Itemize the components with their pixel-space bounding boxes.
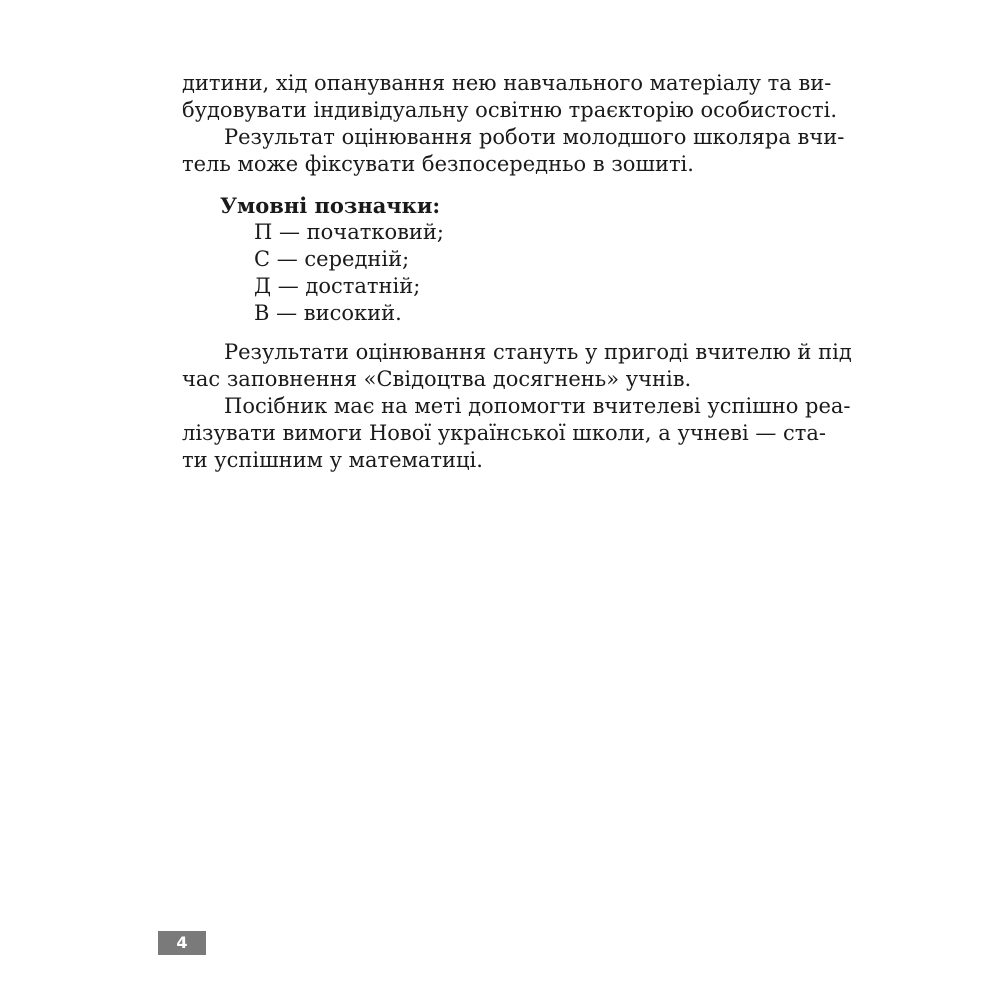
- paragraph-manual-goal: [182, 393, 851, 474]
- text-line: ти успішним у математиці.: [182, 448, 483, 472]
- legend-title: Умовні позначки:: [220, 193, 441, 218]
- text-line: Посібник має на меті допомогти вчителеві успішно реа-: [224, 394, 851, 418]
- paragraph-continuation: [182, 70, 838, 124]
- paragraph-results-usage: [182, 339, 852, 393]
- page-number: 4: [158, 931, 206, 955]
- legend-item-high: В — високий.: [254, 301, 402, 325]
- legend: [182, 192, 832, 327]
- text-line: будовувати індивідуальну освітню траєкторію особистості.: [182, 98, 838, 122]
- paragraph-assessment-result: [182, 124, 845, 178]
- text-line: дитини, хід опанування нею навчального матеріалу та ви-: [182, 71, 832, 95]
- text-line: час заповнення «Свідоцтва досягнень» учнів.: [182, 367, 692, 391]
- text-line: Результат оцінювання роботи молодшого школяра вчи-: [224, 125, 845, 149]
- legend-item-initial: П — початковий;: [254, 220, 444, 244]
- text-line: лізувати вимоги Нової української школи, а учневі — ста-: [182, 421, 827, 445]
- text-line: тель може фіксувати безпосередньо в зошиті.: [182, 152, 694, 176]
- text-line: Результати оцінювання стануть у пригоді вчителю й під: [224, 340, 852, 364]
- legend-item-middle: С — середній;: [254, 247, 410, 271]
- page-body: [182, 70, 852, 474]
- spacer: [182, 327, 832, 339]
- legend-item-sufficient: Д — достатній;: [254, 274, 421, 298]
